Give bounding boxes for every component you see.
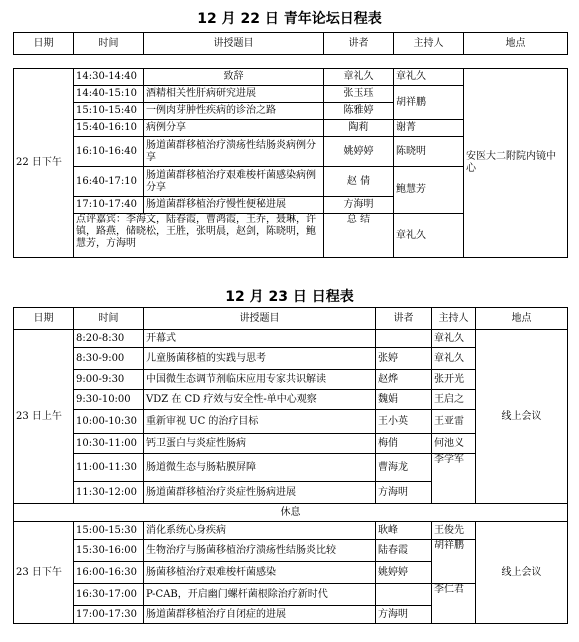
- day2-title: 12 月 23 日 日程表: [225, 289, 354, 305]
- table-row: 23 日下午 15:00-15:30 消化系统心身疾病 耿峰 王俊先 线上会议: [14, 522, 568, 540]
- table-row: 22 日下午 14:30-14:40 致辞 章礼久 章礼久 安医大二附院内镜中心: [14, 69, 568, 86]
- day1-header-row: [14, 33, 568, 55]
- table-row: 16:10-16:40 肠道菌群移植治疗溃疡性结肠炎病例分享 姚婷婷 陈晓明: [14, 137, 568, 167]
- table-row: 点评嘉宾：李海文，陆春霞，曹鸿霞，王乔，聂琳，许镇，路燕，储晓松，王胜，张明晨，赵剑，陈晓明，鲍慧芳，方海明 总 结 章礼久: [14, 214, 568, 258]
- table-row: 11:30-12:00 肠道菌群移植治疗炎症性肠病进展 方海明: [14, 482, 568, 504]
- header-date: 日期: [14, 33, 74, 55]
- session-date: 23 日下午: [14, 522, 74, 624]
- table-row: 15:30-16:00 生物治疗与肠菌移植治疗溃疡性结肠炎比较 陆春霞 胡祥鹏: [14, 540, 568, 562]
- table-row: 10:30-11:00 钙卫蛋白与炎症性肠病 梅俏 何池义: [14, 434, 568, 454]
- table-row: 16:40-17:10 肠道菌群移植治疗艰难梭杆菌感染病例分享 赵 倩 鲍慧芳: [14, 167, 568, 197]
- table-row: 15:40-16:10 病例分享 陶莉 谢菁: [14, 120, 568, 137]
- table-row: 15:10-15:40 一例肉芽肿性疾病的诊治之路 陈雅婷: [14, 103, 568, 120]
- table-row: 9:30-10:00 VDZ 在 CD 疗效与安全性-单中心观察 魏娟 王启之: [14, 390, 568, 410]
- venue: 安医大二附院内镜中心: [464, 69, 568, 258]
- table-row: 16:30-17:00 P-CAB，开启幽门螺杆菌根除治疗新时代 李仁君: [14, 584, 568, 606]
- table-row: 16:00-16:30 肠菌移植治疗艰难梭杆菌感染 姚婷婷: [14, 562, 568, 584]
- header-time: 时间: [74, 33, 144, 55]
- venue: 线上会议: [476, 330, 568, 504]
- table-row: 14:40-15:10 酒精相关性肝病研究进展 张玉珏 胡祥鹏: [14, 86, 568, 103]
- day2-schedule-table: [13, 307, 568, 624]
- header-host: 主持人: [394, 33, 464, 55]
- table-row: 17:10-17:40 肠道菌群移植治疗慢性便秘进展 方海明: [14, 197, 568, 214]
- session-date: 23 日上午: [14, 330, 74, 504]
- day1-schedule-table: [13, 32, 568, 258]
- header-topic: 讲授题目: [144, 33, 324, 55]
- venue: 线上会议: [476, 522, 568, 624]
- table-row: 17:00-17:30 肠道菌群移植治疗自闭症的进展 方海明: [14, 606, 568, 624]
- session-date: 22 日下午: [14, 69, 74, 258]
- table-row: 9:00-9:30 中国微生态调节剂临床应用专家共识解读 赵烨 张开光: [14, 370, 568, 390]
- break-label: 休息: [14, 504, 568, 522]
- reviewers: 点评嘉宾：李海文，陆春霞，曹鸿霞，王乔，聂琳，许镇，路燕，储晓松，王胜，张明晨，赵剑，陈晓明，鲍慧芳，方海明: [74, 214, 324, 258]
- day1-title: 12 月 22 日 青年论坛日程表: [197, 11, 382, 27]
- header-speaker: 讲者: [324, 33, 394, 55]
- table-row: 11:00-11:30 肠道微生态与肠粘膜屏障 曹海龙 李学军: [14, 454, 568, 482]
- header-venue: 地点: [464, 33, 568, 55]
- table-row: 8:30-9:00 儿童肠菌移植的实践与思考 张婷 章礼久: [14, 348, 568, 370]
- day2-header-row: 日期 时间 讲授题目 讲者 主持人 地点: [14, 308, 568, 330]
- break-row: [14, 504, 568, 522]
- table-row: 10:00-10:30 重新审视 UC 的治疗目标 王小英 王亚雷: [14, 410, 568, 434]
- table-row: 23 日上午 8:20-8:30 开幕式 章礼久 线上会议: [14, 330, 568, 348]
